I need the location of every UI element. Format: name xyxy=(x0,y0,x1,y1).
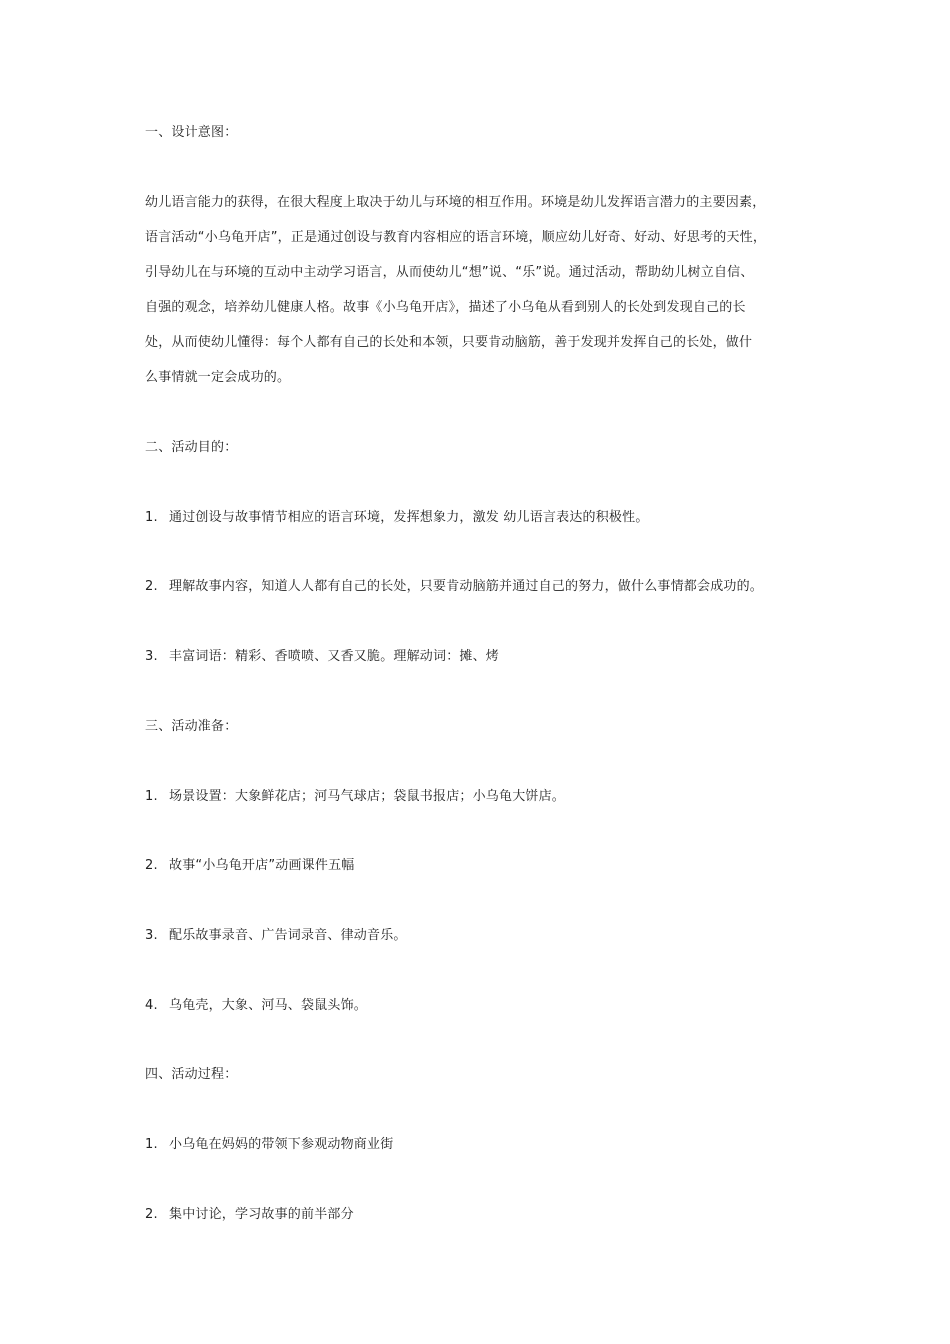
list-item-number: 3. xyxy=(145,649,158,664)
paragraph-line: 语言活动“小乌龟开店”，正是通过创设与教育内容相应的语言环境，顺应幼儿好奇、好动、好思考的天性， xyxy=(145,230,767,245)
list-item-number: 2. xyxy=(145,1207,158,1222)
list-item-number: 4. xyxy=(145,998,158,1013)
section-heading-design-intent: 一、设计意图： xyxy=(145,125,238,140)
list-item-text: 丰富词语：精彩、香喷喷、又香又脆。理解动词：摊、烤 xyxy=(169,649,500,664)
paragraph-line: 自强的观念，培养幼儿健康人格。故事《小乌龟开店》，描述了小乌龟从看到别人的长处到发现自己的长 xyxy=(145,300,746,315)
list-item-text: 小乌龟在妈妈的带领下参观动物商业街 xyxy=(169,1137,394,1152)
list-item-text: 通过创设与故事情节相应的语言环境，发挥想象力，激发 幼儿语言表达的积极性。 xyxy=(169,510,649,525)
list-item-text: 集中讨论，学习故事的前半部分 xyxy=(169,1207,354,1222)
list-item-number: 2. xyxy=(145,858,158,873)
list-item xyxy=(145,1206,354,1224)
list-item-number: 1. xyxy=(145,789,158,804)
list-item-number: 2. xyxy=(145,579,158,594)
list-item xyxy=(145,788,565,806)
list-item xyxy=(145,927,407,945)
list-item-text: 配乐故事录音、广告词录音、律动音乐。 xyxy=(169,928,407,943)
section-heading-goals: 二、活动目的： xyxy=(145,440,238,455)
list-item-number: 3. xyxy=(145,928,158,943)
section-heading-preparation: 三、活动准备： xyxy=(145,719,238,734)
list-item-text: 场景设置：大象鲜花店；河马气球店；袋鼠书报店；小乌龟大饼店。 xyxy=(169,789,566,804)
list-item xyxy=(145,578,763,596)
paragraph-line: 幼儿语言能力的获得，在很大程度上取决于幼儿与环境的相互作用。环境是幼儿发挥语言潜力的主要因素， xyxy=(145,195,766,210)
list-item-text: 故事“小乌龟开店”动画课件五幅 xyxy=(169,858,355,873)
list-item xyxy=(145,509,649,527)
list-item xyxy=(145,1136,393,1154)
list-item-number: 1. xyxy=(145,510,158,525)
paragraph-line: 么事情就一定会成功的。 xyxy=(145,370,291,385)
paragraph-line: 引导幼儿在与环境的互动中主动学习语言，从而使幼儿“想”说、“乐”说。通过活动，帮助幼儿树立自信、 xyxy=(145,265,754,280)
list-item xyxy=(145,857,354,875)
list-item xyxy=(145,997,367,1015)
section-heading-process: 四、活动过程： xyxy=(145,1067,238,1082)
list-item-text: 乌龟壳，大象、河马、袋鼠头饰。 xyxy=(169,998,368,1013)
list-item xyxy=(145,648,499,666)
paragraph-line: 处，从而使幼儿懂得：每个人都有自己的长处和本领，只要肯动脑筋，善于发现并发挥自己的长处，做什 xyxy=(145,335,753,350)
list-item-text: 理解故事内容，知道人人都有自己的长处，只要肯动脑筋并通过自己的努力，做什么事情都会成功的。 xyxy=(169,579,764,594)
list-item-number: 1. xyxy=(145,1137,158,1152)
